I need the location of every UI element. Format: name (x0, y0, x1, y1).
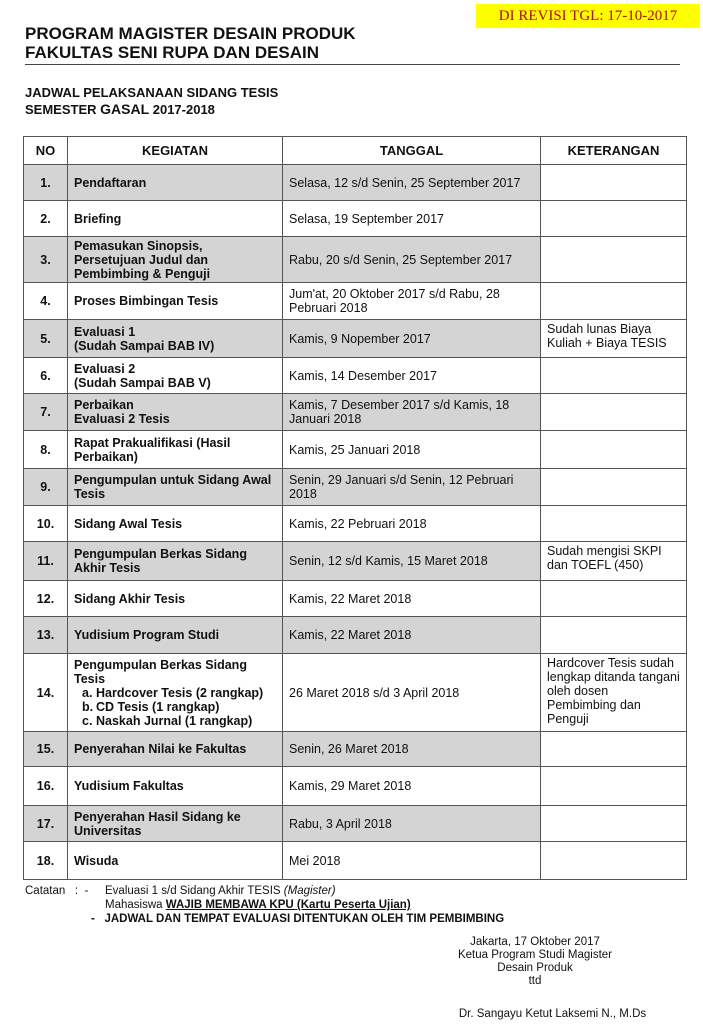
row-date: Senin, 12 s/d Kamis, 15 Maret 2018 (283, 542, 541, 581)
schedule-title: JADWAL PELAKSANAAN SIDANG TESIS (25, 85, 279, 100)
row-number: 6. (24, 358, 68, 394)
table-row (24, 506, 687, 542)
row-date: 26 Maret 2018 s/d 3 April 2018 (283, 654, 541, 732)
signature-ttd: ttd (528, 975, 542, 987)
row-number: 5. (24, 320, 68, 358)
row-activity: Rapat Prakualifikasi (Hasil Perbaikan) (68, 431, 283, 469)
table-row (24, 165, 687, 201)
row-date: Senin, 29 Januari s/d Senin, 12 Pebruari 2018 (283, 469, 541, 506)
row-note (541, 283, 687, 320)
row-date: Kamis, 22 Maret 2018 (283, 581, 541, 617)
row-note (541, 806, 687, 842)
row-date: Rabu, 3 April 2018 (283, 806, 541, 842)
row-date: Senin, 26 Maret 2018 (283, 732, 541, 767)
signature-place-date: Jakarta, 17 Oktober 2017 (470, 936, 600, 948)
row-date: Kamis, 7 Desember 2017 s/d Kamis, 18 Januari 2018 (283, 394, 541, 431)
row-activity: Sidang Akhir Tesis (68, 581, 283, 617)
list-item: a. Hardcover Tesis (2 rangkap) (82, 685, 264, 700)
row-activity: Evaluasi 1 (Sudah Sampai BAB IV) (68, 320, 283, 358)
row-activity: Briefing (68, 201, 283, 237)
row-number: 2. (24, 201, 68, 237)
row-number: 18. (24, 842, 68, 880)
row-number: 12. (24, 581, 68, 617)
table-row (24, 394, 687, 431)
row-note (541, 767, 687, 806)
semester-term: GASAL (100, 101, 150, 117)
sub-item-list (74, 686, 276, 728)
schedule-heading (25, 85, 278, 118)
row-date: Kamis, 14 Desember 2017 (283, 358, 541, 394)
row-activity: Yudisium Fakultas (68, 767, 283, 806)
notes-label: Catatan : - (25, 885, 89, 897)
row-note (541, 617, 687, 654)
table-header-row (24, 137, 687, 165)
row-number: 9. (24, 469, 68, 506)
table-row (24, 320, 687, 358)
table-row (24, 654, 687, 732)
row-date: Rabu, 20 s/d Senin, 25 September 2017 (283, 237, 541, 283)
table-row (24, 767, 687, 806)
row-note (541, 581, 687, 617)
row-number: 16. (24, 767, 68, 806)
row-activity: Evaluasi 2 (Sudah Sampai BAB V) (68, 358, 283, 394)
note-line-1: Evaluasi 1 s/d Sidang Akhir TESIS (Magister) (105, 885, 336, 897)
table-row (24, 431, 687, 469)
faculty-title: FAKULTAS SENI RUPA DAN DESAIN (25, 43, 320, 62)
program-title: PROGRAM MAGISTER DESAIN PRODUK (25, 24, 356, 43)
row-activity: Wisuda (68, 842, 283, 880)
row-number: 11. (24, 542, 68, 581)
table-row (24, 581, 687, 617)
row-number: 7. (24, 394, 68, 431)
note-line-3: - JADWAL DAN TEMPAT EVALUASI DITENTUKAN OLEH TIM PEMBIMBING (91, 913, 505, 925)
column-header-tanggal: TANGGAL (283, 137, 541, 165)
table-row (24, 542, 687, 581)
row-activity: Pemasukan Sinopsis, Persetujuan Judul dan Pembimbing & Penguji (68, 237, 283, 283)
row-note (541, 842, 687, 880)
revision-date-badge: DI REVISI TGL: 17-10-2017 (476, 4, 700, 28)
row-number: 17. (24, 806, 68, 842)
row-activity: Proses Bimbingan Tesis (68, 283, 283, 320)
table-row (24, 732, 687, 767)
row-activity: Pengumpulan Berkas Sidang Tesis a. Hardcover Tesis (2 rangkap) b. CD Tesis (1 rangkap) c. Naskah Jurnal (1 rangkap) (68, 654, 283, 732)
row-note (541, 237, 687, 283)
row-activity: Pendaftaran (68, 165, 283, 201)
signatory-name: Dr. Sangayu Ketut Laksemi N., M.Ds (458, 1008, 647, 1020)
row-number: 15. (24, 732, 68, 767)
semester-line: SEMESTER GASAL 2017-2018 (25, 101, 215, 117)
row-activity: Perbaikan Evaluasi 2 Tesis (68, 394, 283, 431)
row-date: Jum'at, 20 Oktober 2017 s/d Rabu, 28 Pebruari 2018 (283, 283, 541, 320)
column-header-no: NO (24, 137, 68, 165)
row-number: 3. (24, 237, 68, 283)
schedule-table (23, 136, 687, 880)
table-row (24, 842, 687, 880)
row-number: 10. (24, 506, 68, 542)
row-note: Hardcover Tesis sudah lengkap ditanda tangani oleh dosen Pembimbing dan Penguji (541, 654, 687, 732)
list-item: c. Naskah Jurnal (1 rangkap) (82, 713, 253, 728)
row-number: 8. (24, 431, 68, 469)
signature-position-2: Desain Produk (497, 962, 573, 974)
row-note (541, 506, 687, 542)
column-header-keterangan: KETERANGAN (541, 137, 687, 165)
row-activity: Pengumpulan untuk Sidang Awal Tesis (68, 469, 283, 506)
row-activity: Pengumpulan Berkas Sidang Akhir Tesis (68, 542, 283, 581)
row-number: 4. (24, 283, 68, 320)
row-note (541, 165, 687, 201)
column-header-kegiatan: KEGIATAN (68, 137, 283, 165)
row-number: 13. (24, 617, 68, 654)
row-note (541, 431, 687, 469)
row-date: Kamis, 22 Maret 2018 (283, 617, 541, 654)
row-note (541, 201, 687, 237)
row-number: 1. (24, 165, 68, 201)
table-row (24, 469, 687, 506)
row-date: Selasa, 19 September 2017 (283, 201, 541, 237)
row-note (541, 469, 687, 506)
row-activity: Penyerahan Nilai ke Fakultas (68, 732, 283, 767)
document-header (25, 24, 356, 62)
row-activity: Yudisium Program Studi (68, 617, 283, 654)
signature-block (420, 936, 650, 988)
row-date: Kamis, 9 Nopember 2017 (283, 320, 541, 358)
row-activity: Sidang Awal Tesis (68, 506, 283, 542)
table-row (24, 283, 687, 320)
row-date: Mei 2018 (283, 842, 541, 880)
row-note (541, 732, 687, 767)
note-line-2: Mahasiswa WAJIB MEMBAWA KPU (Kartu Peserta Ujian) (105, 899, 411, 911)
row-date: Kamis, 29 Maret 2018 (283, 767, 541, 806)
row-date: Kamis, 25 Januari 2018 (283, 431, 541, 469)
row-note (541, 358, 687, 394)
row-number: 14. (24, 654, 68, 732)
table-row (24, 201, 687, 237)
row-note: Sudah lunas Biaya Kuliah + Biaya TESIS (541, 320, 687, 358)
header-divider (25, 64, 680, 65)
row-note (541, 394, 687, 431)
table-row (24, 237, 687, 283)
table-row (24, 358, 687, 394)
row-date: Selasa, 12 s/d Senin, 25 September 2017 (283, 165, 541, 201)
row-date: Kamis, 22 Pebruari 2018 (283, 506, 541, 542)
table-row (24, 617, 687, 654)
row-activity: Penyerahan Hasil Sidang ke Universitas (68, 806, 283, 842)
row-note: Sudah mengisi SKPI dan TOEFL (450) (541, 542, 687, 581)
list-item: b. CD Tesis (1 rangkap) (82, 699, 220, 714)
signature-position: Ketua Program Studi Magister (457, 949, 613, 961)
table-row (24, 806, 687, 842)
notes-body (91, 884, 665, 926)
